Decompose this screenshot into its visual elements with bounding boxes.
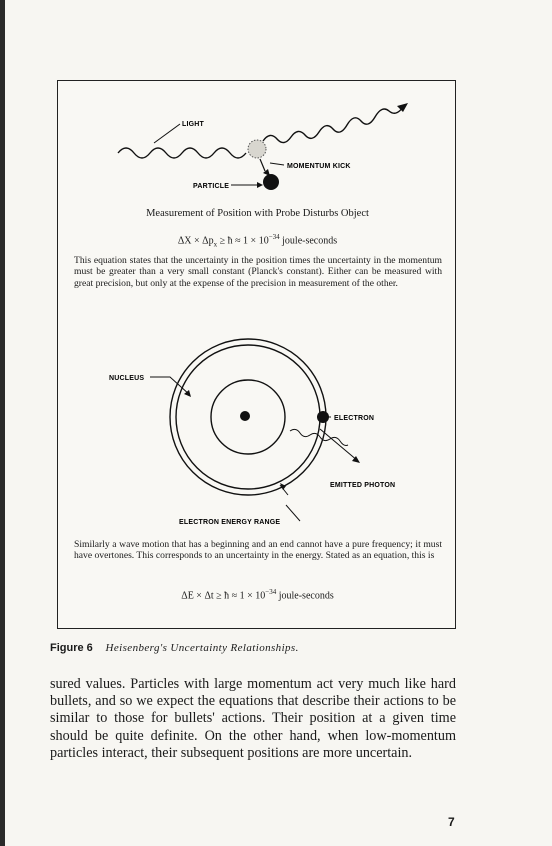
- energy-range-label: ELECTRON ENERGY RANGE: [179, 519, 281, 526]
- light-wave-reflected: [263, 107, 403, 143]
- light-wave: [118, 148, 246, 158]
- momentum-kick-label: MOMENTUM KICK: [287, 163, 351, 170]
- light-label: LIGHT: [182, 121, 204, 128]
- figure-caption: [50, 642, 299, 654]
- figure-title: Heisenberg's Uncertainty Relationships.: [105, 642, 299, 654]
- figure-bottom-paragraph: Similarly a wave motion that has a beginning and an end cannot have a pure frequency; it must have overtones. This corresponds to an uncertainty in the energy. Stated as an equation, this is: [74, 539, 442, 562]
- electron: [317, 411, 329, 423]
- uncertainty-equation-position: $\Delta X \times \Delta p_x$ ≥ ħ ≈ $1 \times 10^{-34}$ joule-seconds: [177, 233, 338, 249]
- figure-top-paragraph: This equation states that the uncertainty in the position times the uncertainty in the momentum must be greater than a very small constant (Planck's constant). Either can be measured with great precision, but only at the expense of the precision in measurement of the other.: [74, 255, 442, 289]
- figure-label: Figure 6: [50, 642, 93, 654]
- page-edge-shadow: [0, 0, 5, 846]
- particle: [263, 174, 279, 190]
- uncertainty-equation-energy: ΔE × Δt ≥ ħ ≈ $1 \times 10^{-34}$ joule-seconds: [181, 588, 334, 602]
- nucleus-label: NUCLEUS: [109, 375, 145, 382]
- nucleus: [240, 411, 250, 421]
- emitted-photon-label: EMITTED PHOTON: [330, 482, 396, 489]
- figure-frame: [57, 80, 456, 629]
- electron-label: ELECTRON: [334, 415, 375, 422]
- body-paragraph: sured values. Particles with large momentum act very much like hard bullets, and so we expect the equations that describe their actions to be similar to those for bullets' actions. Their position at a given time should be quite definite. On the other hand, when low-momentum particles interact, their subsequent positions are more uncertain.: [50, 676, 456, 761]
- particle-label: PARTICLE: [193, 183, 230, 190]
- scatter-cloud: [248, 140, 266, 158]
- figure-top-caption: Measurement of Position with Probe Disturbs Object: [146, 208, 369, 219]
- page-number: 7: [448, 815, 455, 829]
- light-arrowhead: [397, 103, 408, 112]
